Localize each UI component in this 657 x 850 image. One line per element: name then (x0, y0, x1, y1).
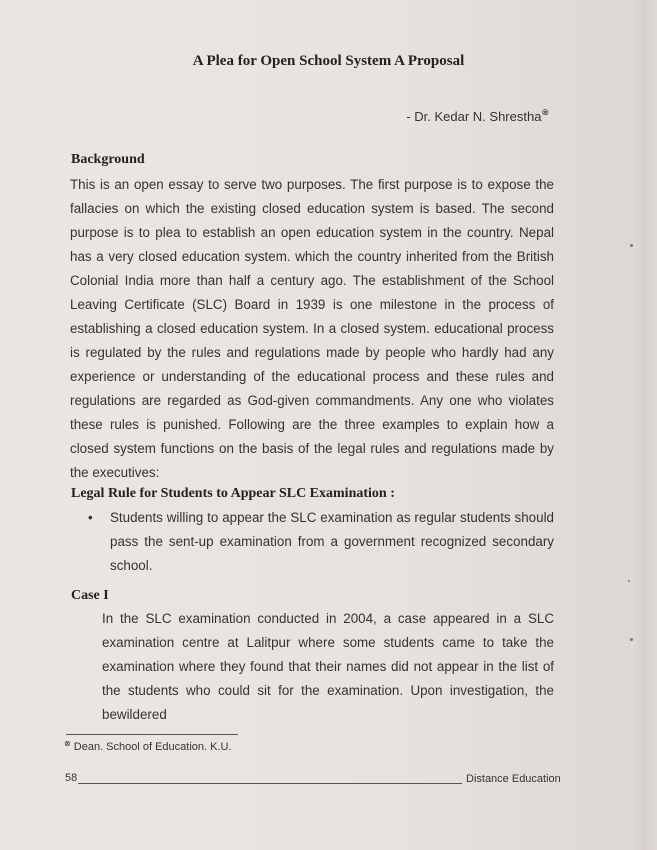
legal-rule-text: Students willing to appear the SLC examination as regular students should pass the sent-up examination from a government recognized secondary school. (110, 510, 554, 573)
article-title: A Plea for Open School System A Proposal (192, 53, 465, 69)
background-heading: Background (71, 152, 145, 167)
page-number: 58 (65, 772, 78, 784)
author-footnote-mark: ⊗ (541, 107, 549, 117)
footnote-divider (66, 734, 238, 735)
bullet-icon: • (88, 510, 93, 525)
case-paragraph: In the SLC examination conducted in 2004, a case appeared in a SLC examination centre at Lalitpur where some students came to take the examination where they found that their names did not appear in the list of the students who could sit for the examination. Upon investigation, the bewildered (102, 611, 554, 722)
author-line (406, 107, 549, 124)
footnote-mark: ⊗ (64, 739, 71, 748)
page-edge-shadow (631, 0, 657, 850)
footer-rule (78, 783, 462, 784)
scan-speck (630, 244, 633, 247)
legal-rule-list-item (88, 506, 554, 578)
footnote-text: Dean. School of Education. K.U. (73, 741, 232, 753)
scan-speck (630, 638, 633, 641)
footnote (64, 739, 232, 753)
legal-rule-heading: Legal Rule for Students to Appear SLC Examination : (71, 486, 395, 501)
journal-title: Distance Education (466, 773, 561, 785)
author-name: - Dr. Kedar N. Shrestha (406, 109, 542, 124)
case-heading: Case I (71, 588, 109, 603)
scan-speck (628, 580, 630, 582)
background-paragraph: This is an open essay to serve two purposes. The first purpose is to expose the fallacies on which the existing closed education system is based. The second purpose is to plea to establish an open education system in the country. Nepal has a very closed education system. which the country inherited from the British Colonial India more than half a century ago. The establishment of the School Leaving Certificate (SLC) Board in 1939 is one milestone in the process of establishing a closed education system. In a closed system. educational process is regulated by the rules and regulations made by people who hardly had any experience or understanding of the educational process and these rules and regulations are regarded as God-given commandments. Any one who violates these rules is punished. Following are the three examples to explain how a closed system functions on the basis of the legal rules and regulations made by the executives: (70, 177, 554, 480)
